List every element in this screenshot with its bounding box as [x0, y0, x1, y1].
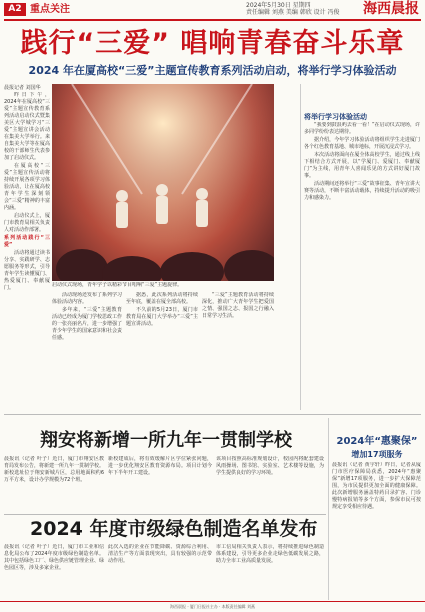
paragraph: 本次活动将面向在厦全体高校学生，通过线上线下相结合方式开展，以“学厦门、爱厦门、奉献厦门”为主线，用青年人喜闻乐见的方式讲好厦门故事。 [304, 152, 420, 179]
page-tag: A2 [4, 3, 26, 16]
paragraph: 昨日下午，2024年在厦高校“三爱”主题宣传教育系列活动启动仪式暨集美区大学城学习“三爱”主题宣讲会活动在集美大学举行。来自集美大学等在厦高校的干部师生代表参加了启动仪式。 [4, 92, 50, 161]
page-header [0, 0, 425, 20]
photo-caption: 启动仪式现场，青年学子以精彩节目唱响“三爱”主题旋律。 [52, 282, 183, 288]
column-divider [328, 418, 329, 600]
date-text: 2024年5月30日 星期四 [246, 2, 311, 9]
paragraph: “三爱”主题教育活动将持续深化，推动广大青年学生把爱国之情、强国之志、报国之行融入日常学习生活。 [202, 292, 274, 319]
sidebar-title: 2024年“惠聚保” [336, 436, 418, 447]
article2-headline: 翔安将新增一所九年一贯制学校 [40, 430, 292, 451]
paper-logo: 海西晨报 [363, 1, 419, 17]
paragraph: 据悉，此次系列活动将持续至年底，覆盖在厦全部高校。 [126, 292, 198, 305]
article2-column-2: 新校建成后，将有效缓解片区学位紧张问题，进一步优化翔安区教育资源布局。项目计划今年下半年开工建设。 [108, 456, 212, 476]
article2-column-1: 晨报讯（记者 叶子）近日，厦门市翔安区教育局发布公告，将新建一所九年一贯制学校。新校选址位于翔安新城片区，总用地面积约6万平方米，设计办学规模为72个班。 [4, 456, 104, 483]
main-headline: 践行“三爱” 唱响青春奋斗乐章 [20, 28, 405, 59]
article3-column-1: 晨报讯（记者 叶子）近日，厦门市工业和信息化局公布了2024年度市级绿色制造名单。其中包括绿色工厂、绿色供应链管理企业、绿色园区等，涉及多家企业。 [4, 544, 104, 571]
sidebar-body: 晨报讯（记者 黄宇轩）昨日，记者从厦门市医疗保障局获悉，2024年“惠聚保”新增17项服务，进一步扩大保障范围，为市民提供更加全面的健康保障。此次新增服务涵盖特药目录扩容、门诊慢特病报销等多个方面，参保市民可按规定享受相应待遇。 [332, 462, 421, 510]
paragraph: 多年来，“三爱”主题教育活动已经成为厦门学校思政工作的一张亮丽名片，进一步增强了青少年学生的国家意识和社会责任感。 [52, 307, 122, 341]
paragraph: 活动期间还将举行“三爱”故事征集、青年宣讲大赛等活动，不断丰富活动载体，持续提升活动的吸引力和感染力。 [304, 181, 420, 201]
paragraph: 在厦高校“三爱”主题宣传活动将持续开展各项学习体验活动，让在厦高校青年学生深刻领会“三爱”精神的丰富内涵。 [4, 163, 50, 211]
article3-column-3: 市工信局相关负责人表示，将持续推进绿色制造体系建设，引导更多企业走绿色低碳发展之路，助力全市工业高质量发展。 [216, 544, 324, 564]
main-column-4 [202, 292, 274, 410]
right-column [304, 122, 420, 410]
section-title: 重点关注 [30, 4, 70, 15]
paragraph: 据介绍，今年学习体验活动将组织学生走进厦门各个红色教育基地、城市地标，开展沉浸式学习。 [304, 137, 420, 150]
page-footer: 海西晨报 · 厦门日报社主办 · 本版责任编辑 刘燕 [0, 601, 425, 612]
column-divider [300, 84, 301, 410]
main-column-3 [126, 292, 198, 410]
section-divider [4, 514, 326, 515]
main-column-2 [52, 292, 122, 410]
subheading: 系列活动践行“三爱” [4, 235, 50, 248]
sidebar-subtitle: 增加17项服务 [351, 450, 403, 459]
editor-text: 责任编辑 刘燕 美编 韩欣 设计 冯俊 [246, 9, 340, 16]
concert-photo [52, 84, 274, 281]
article2-column-3: 该项目按照高标准规划设计，校园内将配套建设风雨操场、图书馆、实验室、艺术楼等设施，为学生提供良好的学习环境。 [216, 456, 324, 476]
paragraph: 活动现场还发布了系列学习体验活动内容。 [52, 292, 122, 305]
section-divider [4, 414, 421, 415]
article3-column-2: 此次入选的企业在节能降碳、资源综合利用、清洁生产等方面表现突出，具有较强的示范带动作用。 [108, 544, 212, 564]
paragraph: “我要到鼓浪屿去看一看！”在启动仪式现场，许多同学纷纷表达期待。 [304, 122, 420, 135]
date-line [246, 2, 340, 16]
right-column-title: 将举行学习体验活动 [304, 113, 367, 121]
paragraph: 活动将通过读书分享、实践研学、志愿服务等形式，引导青年学生读懂厦门、热爱厦门、奉献厦门。 [4, 250, 50, 291]
article3-headline: 2024 年度市级绿色制造名单发布 [30, 518, 318, 540]
paragraph: 启动仪式上，厦门市教育局相关负责人对活动作部署。 [4, 213, 50, 233]
main-subtitle: 2024 年在厦高校“三爱”主题宣传教育系列活动启动，将举行学习体验活动 [28, 64, 397, 77]
header-rule [4, 19, 421, 21]
byline: 晨报记者 刘国华 [4, 85, 41, 91]
paragraph: 不久前的5月23日，厦门市教育局在厦门大学举办“三爱”主题宣讲活动。 [126, 307, 198, 327]
main-column-1 [4, 92, 50, 410]
photo-caption-right [304, 84, 420, 108]
